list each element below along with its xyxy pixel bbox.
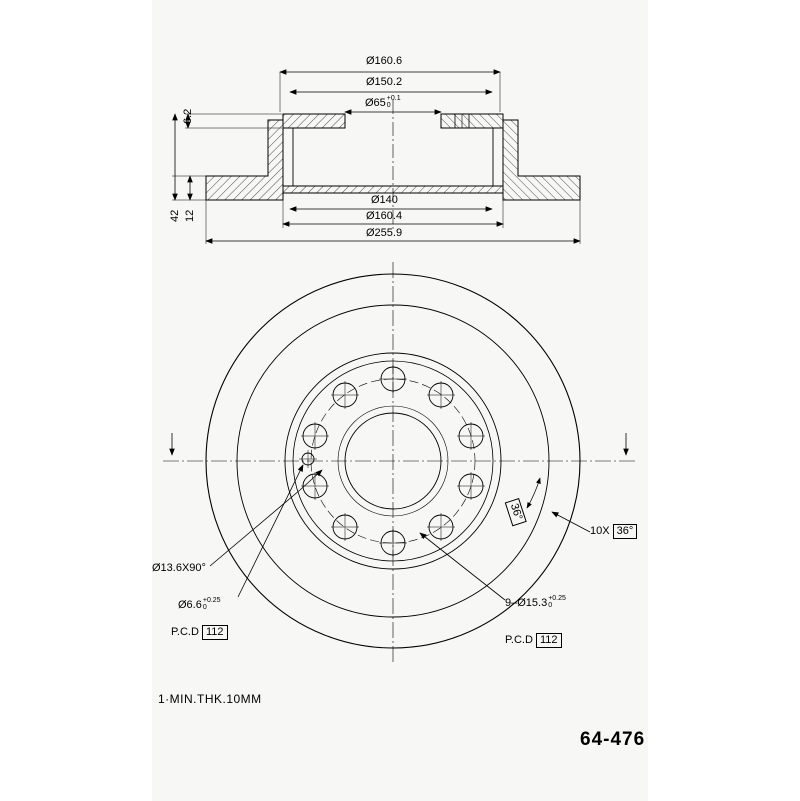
dim-lower-dia: Ø160.4 [366,210,403,222]
callout-chamfer: Ø13.6X90° [152,562,206,574]
callout-bolt-holes-value: 9–Ø15.3 [505,596,548,609]
dim-total-height: 42 [169,209,181,222]
small-hole-pcd-label: P.C.D [171,626,199,638]
small-hole-pcd-value: 112 [202,625,228,640]
callout-angle-pattern [590,524,637,539]
callout-small-hole [178,598,221,612]
dim-inner-face-dia: Ø140 [371,194,398,206]
callout-angle-spacing: 36° [505,498,527,526]
dim-hub-bore [365,96,401,110]
callout-bolt-pcd [505,633,562,648]
angle-pattern-value: 36° [613,524,638,539]
dim-outer-flange-dia: Ø160.6 [366,55,403,67]
callout-small-hole-tol-upper: +0.25 [202,597,221,604]
dim-hub-bore-tol-upper: +0.1 [386,95,401,102]
dim-second-dia: Ø150.2 [366,76,403,88]
bolt-pcd-label: P.C.D [505,634,533,646]
part-number: 64-476 [580,729,646,750]
callout-bolt-holes [505,596,566,610]
dim-hub-bore-value: Ø65 [365,96,386,109]
dim-hub-bore-tol-lower: 0 [386,102,391,109]
dim-disc-thickness: 12 [184,209,196,222]
bolt-pcd-value: 112 [536,633,562,648]
callout-bolt-holes-tol-upper: +0.25 [548,595,566,602]
callout-bolt-holes-tol-lower: 0 [548,602,553,609]
callout-small-hole-pcd [171,625,228,640]
callout-small-hole-tol-lower: 0 [202,604,207,611]
dim-overall-dia: Ø255.9 [366,227,403,239]
callout-small-hole-value: Ø6.6 [178,598,202,611]
min-thickness-note: 1·MIN.THK.10MM [158,692,262,706]
angle-pattern-count: 10X [590,525,610,537]
dim-hat-height: 6.2 [182,108,194,124]
